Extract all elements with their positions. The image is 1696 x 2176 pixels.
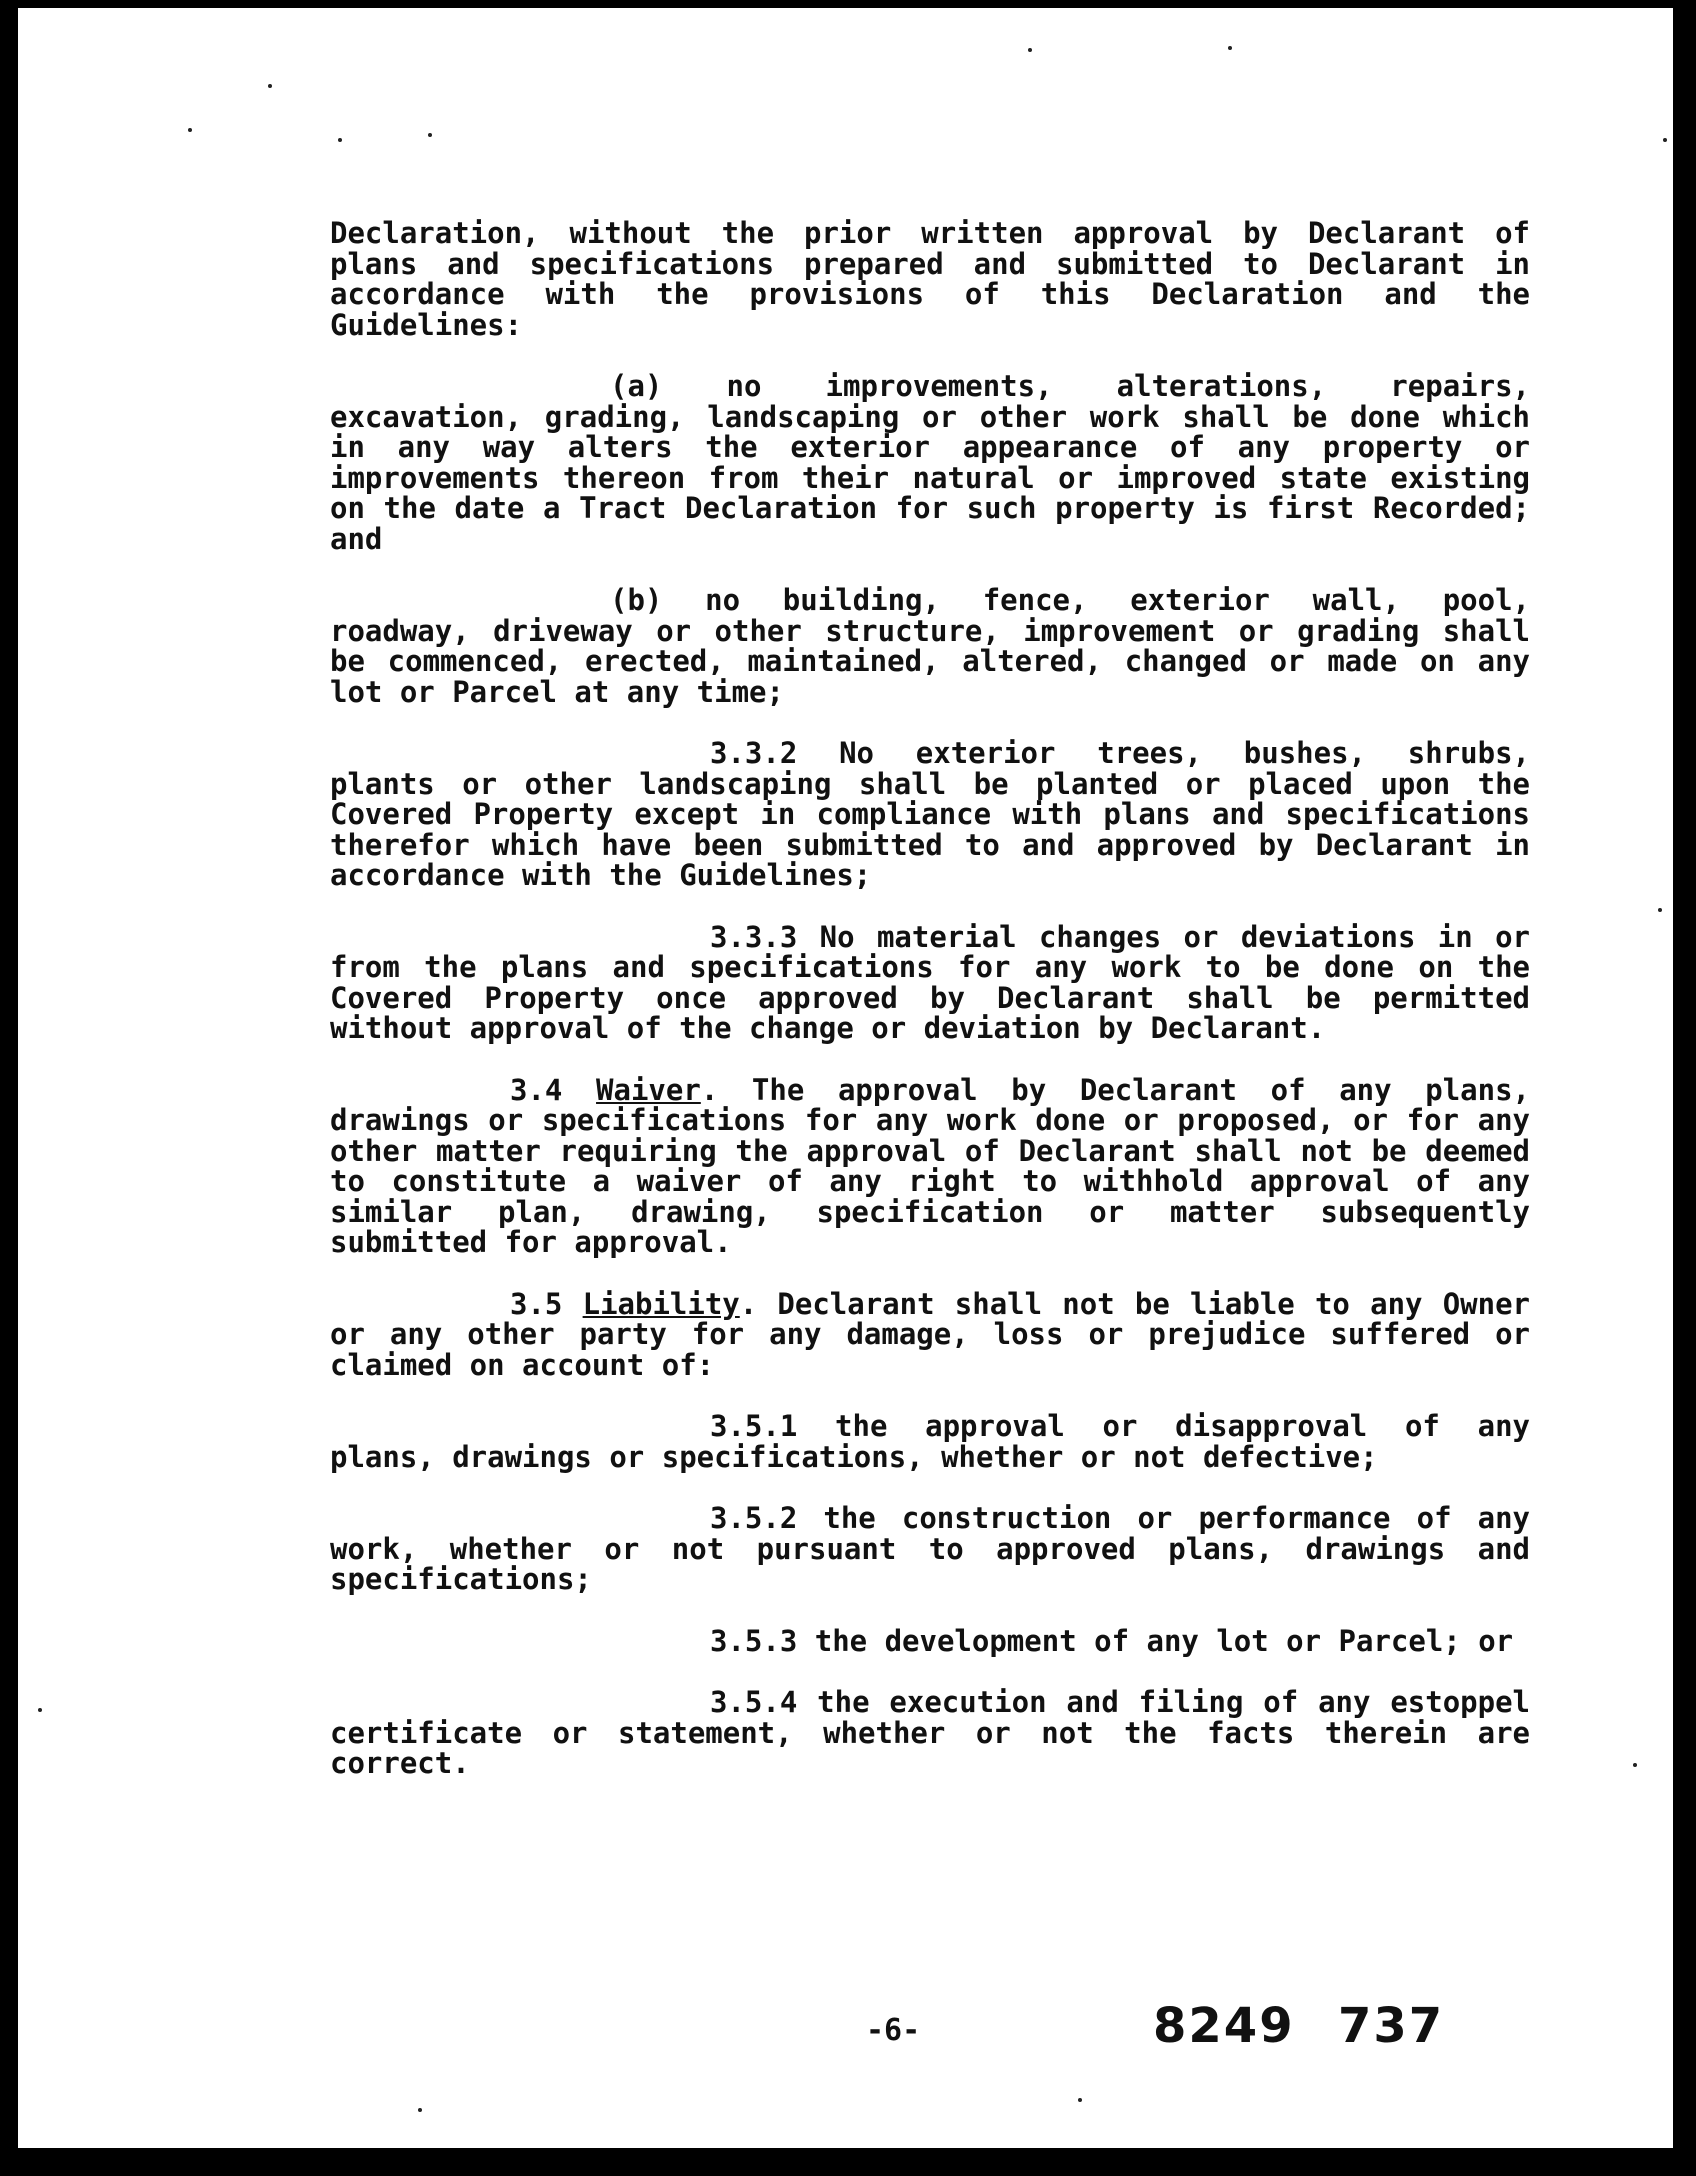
scan-speck [338, 138, 342, 142]
paragraph-3-4 [330, 1072, 1530, 1259]
paragraph-intro: Declaration, without the prior written approval by Declarant of plans and specifications prepared and submitted to Declarant in accordance with the provisions of this Declaration and the Guidelines: [330, 216, 1530, 342]
scan-speck [1633, 1763, 1637, 1767]
document-page [18, 8, 1673, 2148]
scan-speck [1663, 138, 1667, 142]
section-number: 3.4 [510, 1072, 563, 1107]
scan-speck [1658, 908, 1662, 912]
section-heading-liability: Liability [582, 1286, 740, 1321]
section-text: . Declarant shall not be liable to any Owner or any other party for any damage, loss or prejudice suffered or claimed on account of: [330, 1286, 1530, 1382]
scan-speck [1028, 48, 1032, 52]
paragraph-3-5 [330, 1286, 1530, 1382]
scan-speck [428, 133, 432, 137]
scan-speck [38, 1708, 42, 1712]
paragraph-3-5-4: 3.5.4 the execution and filing of any estoppel certificate or statement, whether or not the facts therein are correct. [330, 1685, 1530, 1780]
section-number: 3.5 [510, 1286, 563, 1321]
paragraph-b: (b) no building, fence, exterior wall, pool, roadway, driveway or other structure, improvement or grading shall be commenced, erected, maintained, altered, changed or made on any lot or Parcel at any time; [330, 583, 1530, 709]
document-body [330, 218, 1530, 1810]
scan-speck [418, 2108, 422, 2112]
paragraph-3-5-2: 3.5.2 the construction or performance of any work, whether or not pursuant to approved plans, drawings and specifications; [330, 1501, 1530, 1596]
paragraph-3-3-2: 3.3.2 No exterior trees, bushes, shrubs, plants or other landscaping shall be planted or placed upon the Covered Property except in compliance with plans and specifications therefor which have been submitted to and approved by Declarant in accordance with the Guidelines; [330, 736, 1530, 892]
section-heading-waiver: Waiver [596, 1072, 701, 1107]
scan-speck [188, 128, 192, 132]
paragraph-3-3-3: 3.3.3 No material changes or deviations in or from the plans and specifications for any work to be done on the Covered Property once approved by Declarant shall be permitted without approval of the change or deviation by Declarant. [330, 919, 1530, 1045]
scan-speck [1228, 46, 1232, 50]
paragraph-a: (a) no improvements, alterations, repairs, excavation, grading, landscaping or other work shall be done which in any way alters the exterior appearance of any property or improvements thereon from their natural or improved state existing on the date a Tract Declaration for such property is first Recorded; and [330, 369, 1530, 556]
paragraph-3-5-3: 3.5.3 the development of any lot or Parcel; or [710, 1623, 1514, 1658]
scan-speck [1078, 2098, 1082, 2102]
book-number: 8249 [1153, 1998, 1295, 2054]
section-text: . The approval by Declarant of any plans, drawings or specifications for any work done or proposed, or for any other matter requiring the approval of Declarant shall not be deemed to constitute a waiver of any right to withhold approval of any similar plan, drawing, specification or matter subsequently submitted for approval. [330, 1072, 1530, 1259]
scan-speck [268, 84, 272, 88]
paragraph-3-5-1: 3.5.1 the approval or disapproval of any plans, drawings or specifications, whether or not defective; [330, 1409, 1530, 1474]
page-number: -6- [866, 2013, 921, 2048]
record-page-number: 737 [1338, 1998, 1445, 2054]
